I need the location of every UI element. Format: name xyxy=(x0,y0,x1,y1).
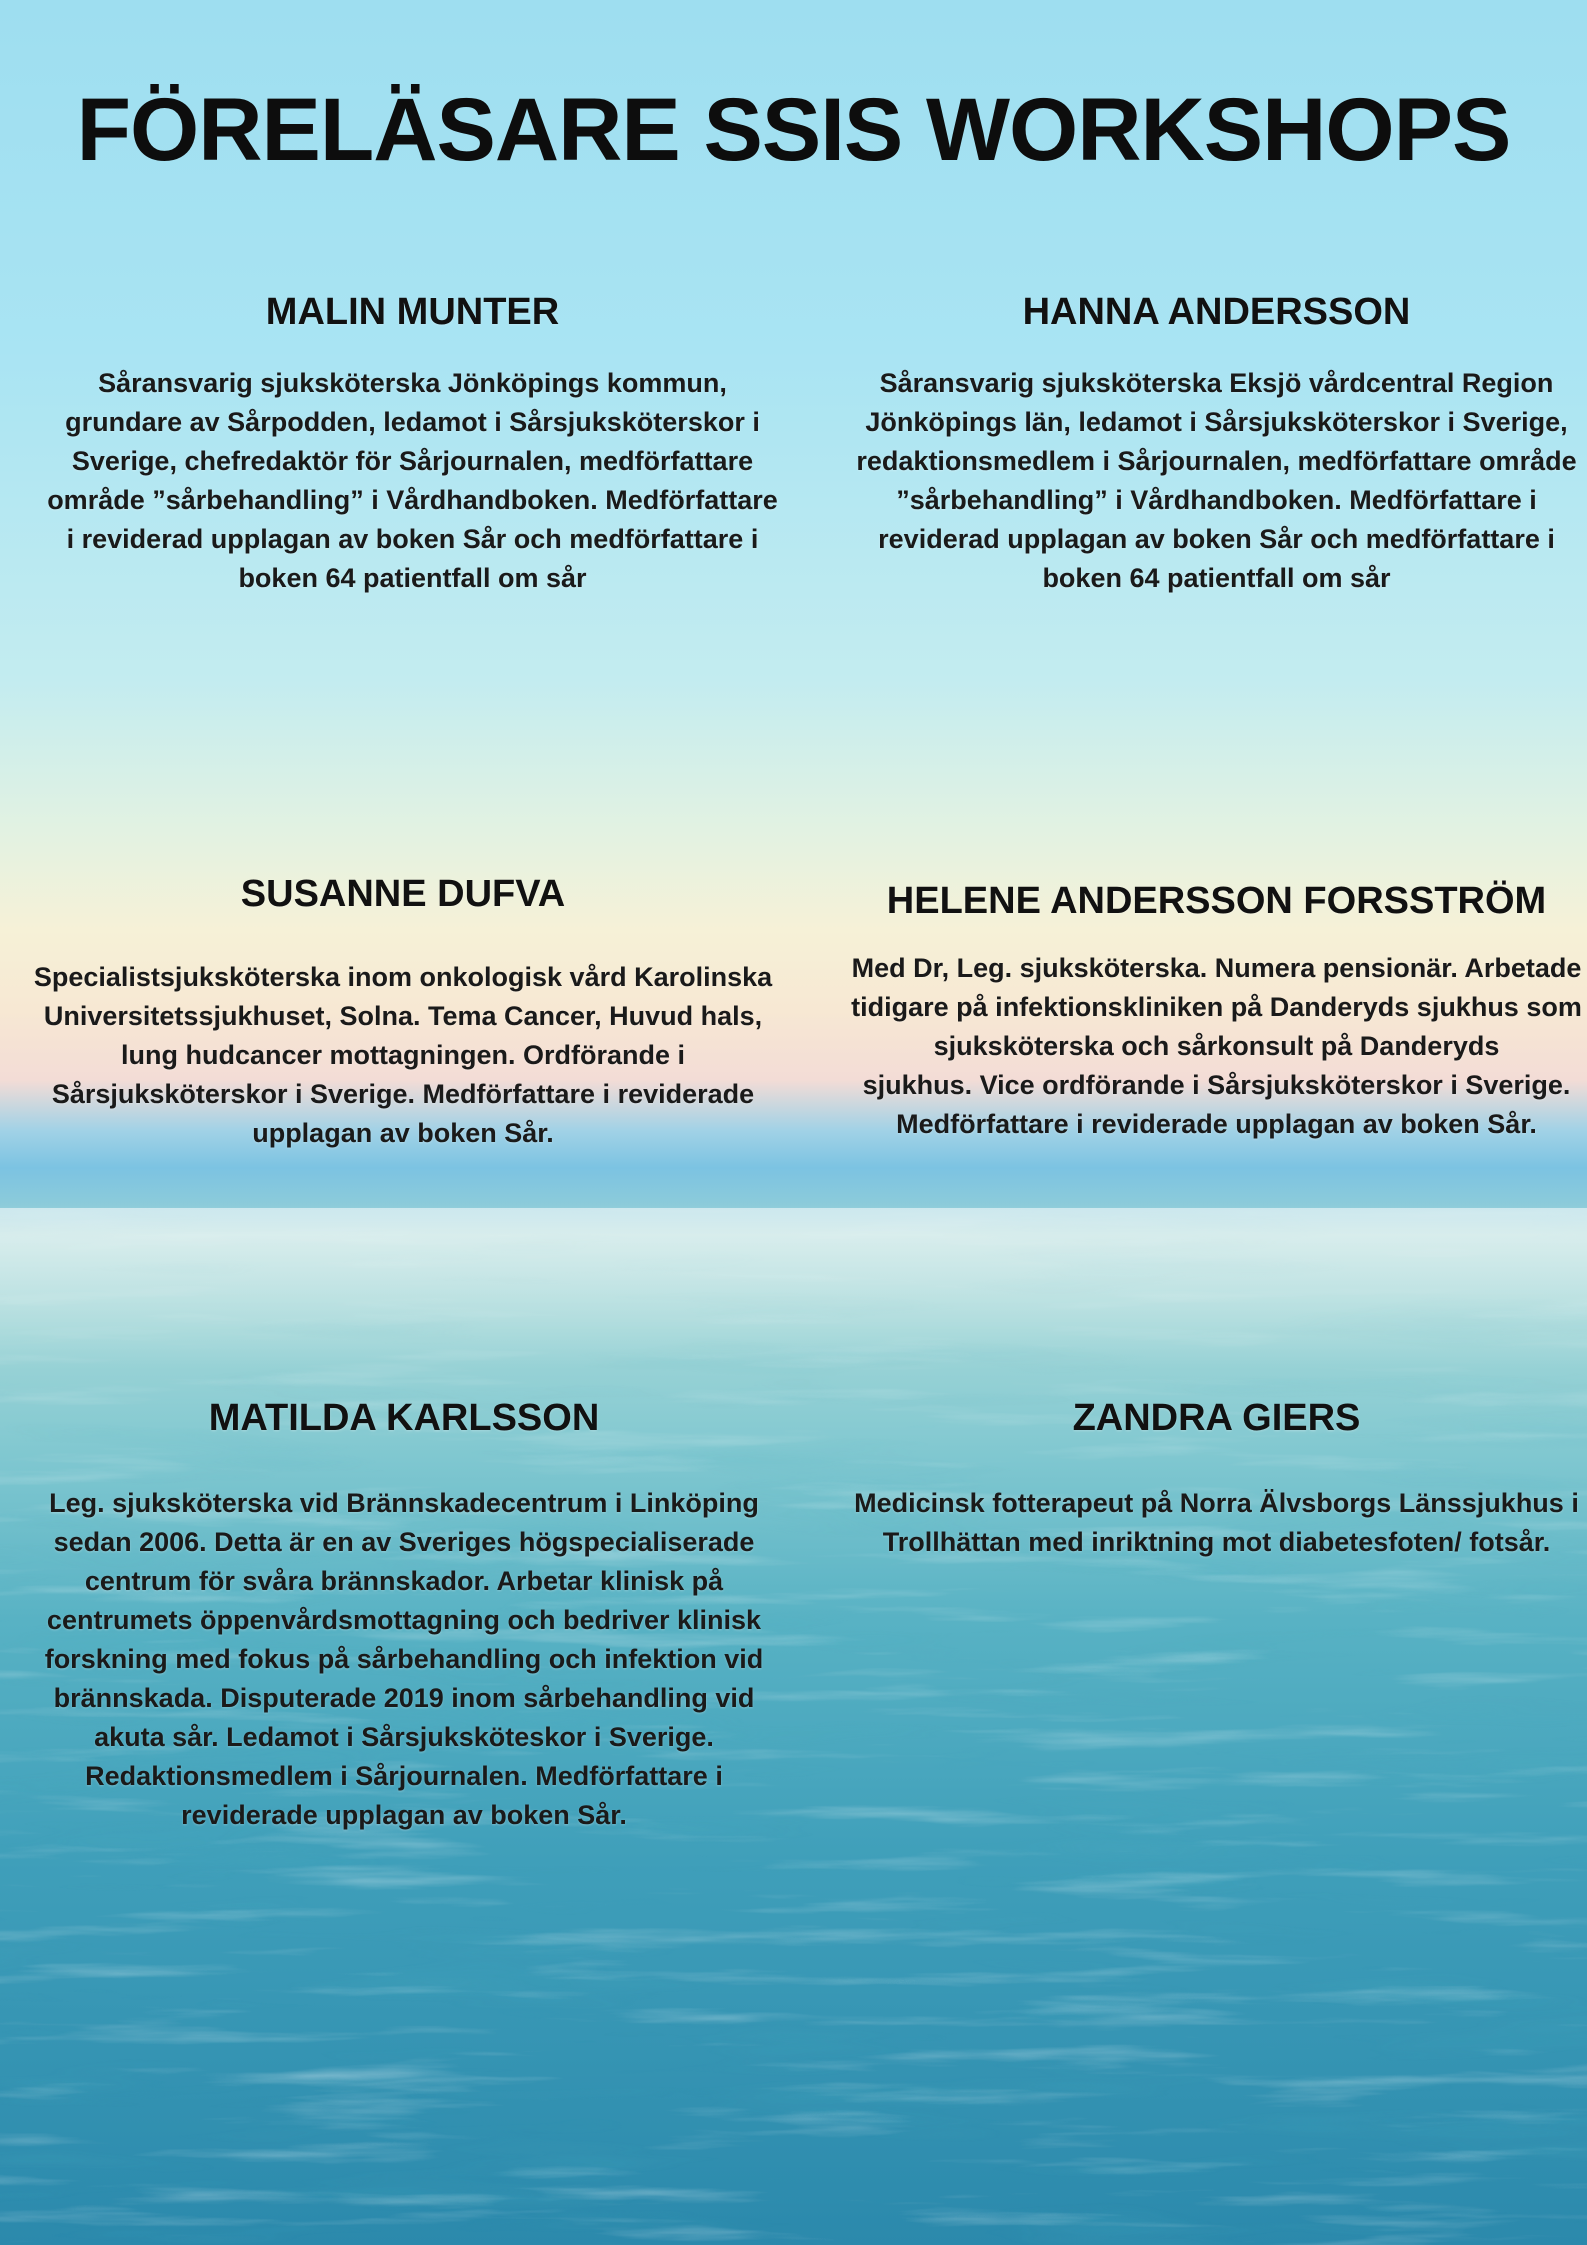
speaker-bio: Såransvarig sjuksköterska Jönköpings kommun, grundare av Sårpodden, ledamot i Sårsjuksköterskor i Sverige, chefredaktör för Sårjournalen, medförfattare område ”sårbehandling” i Vårdhandboken. Medförfattare i reviderad upplagan av boken Sår och medförfattare i boken 64 patientfall om sår xyxy=(47,368,778,593)
speaker-card-zandra-giers xyxy=(846,1397,1587,1562)
speaker-bio: Leg. sjuksköterska vid Brännskadecentrum i Linköping sedan 2006. Detta är en av Sveriges högspecialiserade centrum för svåra brännskador. Arbetar klinisk på centrumets öppenvårdsmottagning och bedriver klinisk forskning med fokus på sårbehandling och infektion vid brännskada. Disputerade 2019 inom sårbehandling vid akuta sår. Ledamot i Sårsjuksköteskor i Sverige. Redaktionsmedlem i Sårjournalen. Medförfattare i reviderade upplagan av boken Sår. xyxy=(44,1488,764,1830)
speaker-card-matilda-karlsson xyxy=(28,1397,780,1835)
speaker-name: ZANDRA GIERS xyxy=(1072,1397,1361,1439)
speaker-card-malin-munter xyxy=(40,291,785,598)
speaker-card-susanne-dufva xyxy=(28,873,778,1153)
poster-title: FÖRELÄSARE SSIS WORKSHOPS xyxy=(76,79,1511,179)
speaker-name: MATILDA KARLSSON xyxy=(208,1397,600,1439)
speaker-name: HELENE ANDERSSON FORSSTRÖM xyxy=(886,880,1547,922)
speaker-bio: Specialistsjuksköterska inom onkologisk vård Karolinska Universitetssjukhuset, Solna. Tema Cancer, Huvud hals, lung hudcancer mottagningen. Ordförande i Sårsjuksköterskor i Sverige. Medförfattare i reviderade upplagan av boken Sår. xyxy=(33,962,773,1148)
speaker-card-hanna-andersson xyxy=(846,291,1587,598)
speaker-bio: Medicinsk fotterapeut på Norra Älvsborgs Länssjukhus i Trollhättan med inriktning mot diabetesfoten/ fotsår. xyxy=(854,1488,1579,1557)
speaker-name: SUSANNE DUFVA xyxy=(240,873,566,915)
speaker-bio: Såransvarig sjuksköterska Eksjö vårdcentral Region Jönköpings län, ledamot i Sårsjuksköterskor i Sverige, redaktionsmedlem i Sårjournalen, medförfattare område ”sårbehandling” i Vårdhandboken. Medförfattare i reviderad upplagan av boken Sår och medförfattare i boken 64 patientfall om sår xyxy=(856,368,1577,593)
speaker-card-helene-andersson-forsstrom xyxy=(846,880,1587,1144)
speaker-name: HANNA ANDERSSON xyxy=(1022,291,1411,333)
speaker-bio: Med Dr, Leg. sjuksköterska. Numera pensionär. Arbetade tidigare på infektionskliniken på Danderyds sjukhus som sjuksköterska och sårkonsult på Danderyds sjukhus. Vice ordförande i Sårsjuksköterskor i Sverige. Medförfattare i reviderade upplagan av boken Sår. xyxy=(851,953,1582,1139)
speaker-name: MALIN MUNTER xyxy=(265,291,560,333)
